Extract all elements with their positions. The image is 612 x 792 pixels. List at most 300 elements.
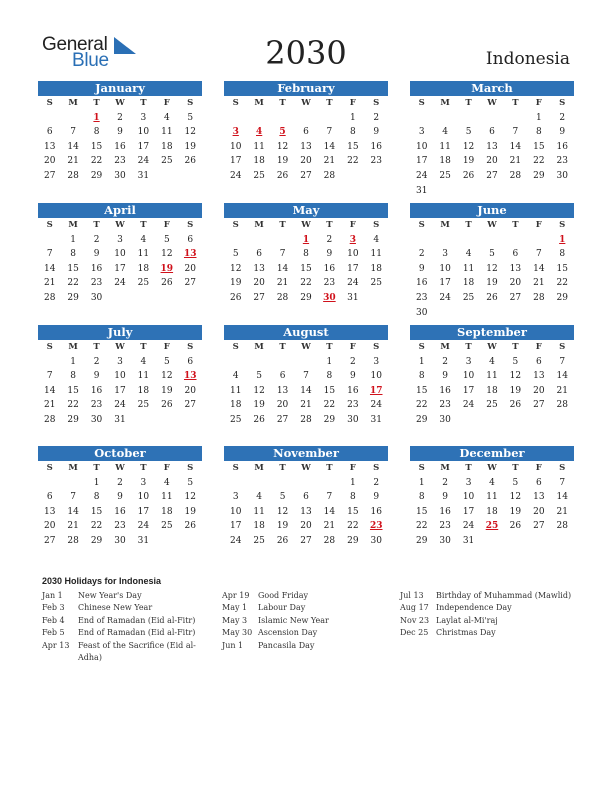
weekday-label: S bbox=[373, 98, 380, 108]
day-cell: 15 bbox=[90, 141, 103, 152]
holiday-item bbox=[222, 590, 390, 602]
day-cell: 11 bbox=[161, 127, 173, 138]
day-cell: 22 bbox=[67, 278, 79, 289]
empty-day-cell bbox=[527, 233, 550, 248]
day-cell: 16 bbox=[114, 506, 126, 517]
weekday-label: T bbox=[140, 98, 147, 108]
day-cell: 29 bbox=[67, 414, 79, 425]
day-cell: 5 bbox=[163, 356, 170, 367]
day-cell: 17 bbox=[229, 521, 242, 532]
day-cell: 30 bbox=[415, 307, 428, 318]
empty-day-cell bbox=[38, 355, 61, 370]
empty-day-cell bbox=[551, 534, 574, 549]
weekday-label: S bbox=[559, 220, 566, 230]
day-cell: 21 bbox=[67, 156, 79, 167]
empty-day-cell bbox=[179, 291, 202, 306]
day-cell: 10 bbox=[114, 371, 126, 382]
day-cell: 24 bbox=[229, 170, 242, 181]
month-header: May bbox=[224, 203, 388, 218]
holiday-day-cell: 1 bbox=[93, 112, 100, 123]
weekday-label: T bbox=[512, 220, 519, 230]
holiday-item bbox=[42, 590, 204, 602]
day-cell: 3 bbox=[117, 356, 123, 367]
day-cell: 6 bbox=[303, 492, 309, 503]
day-cell: 24 bbox=[229, 535, 242, 546]
weekday-label: M bbox=[440, 463, 450, 473]
day-cell: 20 bbox=[486, 156, 498, 167]
day-cell: 9 bbox=[326, 249, 333, 260]
holiday-date: Nov 23 bbox=[400, 615, 430, 625]
day-cell: 21 bbox=[276, 278, 289, 289]
holiday-date: May 30 bbox=[222, 628, 253, 638]
empty-day-cell bbox=[480, 534, 503, 549]
holiday-name: New Year's Day bbox=[78, 591, 142, 600]
holiday-date: Jan 1 bbox=[42, 591, 63, 600]
day-cell: 9 bbox=[373, 127, 380, 138]
empty-day-cell bbox=[132, 413, 155, 428]
weekday-label: S bbox=[232, 98, 239, 108]
day-cell: 18 bbox=[486, 506, 498, 517]
day-cell: 25 bbox=[161, 156, 173, 167]
day-cell: 6 bbox=[187, 356, 194, 367]
holiday-name: Pancasila Day bbox=[258, 640, 315, 650]
day-cell: 28 bbox=[43, 292, 56, 303]
day-cell: 22 bbox=[415, 521, 428, 532]
week-row bbox=[224, 369, 388, 384]
empty-day-cell bbox=[155, 169, 178, 184]
day-cell: 17 bbox=[347, 263, 359, 274]
day-cell: 11 bbox=[370, 249, 382, 260]
day-cell: 3 bbox=[418, 127, 425, 138]
empty-day-cell bbox=[294, 355, 317, 370]
empty-day-cell bbox=[318, 476, 341, 491]
weekday-label: S bbox=[46, 98, 53, 108]
day-cell: 16 bbox=[114, 141, 126, 152]
month-header: August bbox=[224, 325, 388, 340]
day-cell: 5 bbox=[187, 112, 194, 123]
day-cell: 17 bbox=[114, 385, 126, 396]
day-cell: 24 bbox=[370, 400, 382, 411]
weekday-label: F bbox=[163, 463, 170, 473]
day-cell: 1 bbox=[349, 112, 356, 123]
week-row bbox=[224, 154, 388, 169]
day-cell: 18 bbox=[229, 400, 242, 411]
day-cell: 18 bbox=[462, 278, 475, 289]
week-row bbox=[410, 369, 574, 384]
empty-day-cell bbox=[480, 184, 503, 199]
day-cell: 14 bbox=[67, 141, 79, 152]
day-cell: 13 bbox=[300, 506, 312, 517]
week-row bbox=[38, 169, 202, 184]
empty-day-cell bbox=[271, 355, 294, 370]
holiday-item bbox=[400, 590, 578, 602]
day-cell: 13 bbox=[276, 385, 289, 396]
day-cell: 23 bbox=[114, 521, 126, 532]
empty-day-cell bbox=[527, 534, 550, 549]
empty-day-cell bbox=[38, 476, 61, 491]
day-cell: 9 bbox=[117, 127, 123, 138]
empty-day-cell bbox=[294, 476, 317, 491]
empty-day-cell bbox=[410, 233, 433, 248]
day-cell: 17 bbox=[462, 506, 475, 517]
day-cell: 27 bbox=[43, 535, 56, 546]
weekday-label: F bbox=[535, 463, 542, 473]
holiday-day-cell: 17 bbox=[369, 385, 383, 396]
day-cell: 7 bbox=[46, 371, 53, 382]
week-row bbox=[38, 369, 202, 384]
weekday-label: S bbox=[187, 463, 194, 473]
day-cell: 30 bbox=[347, 414, 359, 425]
day-cell: 29 bbox=[347, 535, 359, 546]
day-cell: 13 bbox=[509, 263, 522, 274]
day-cell: 31 bbox=[462, 535, 475, 546]
day-cell: 9 bbox=[418, 263, 425, 274]
day-cell: 6 bbox=[256, 249, 262, 260]
empty-day-cell bbox=[179, 169, 202, 184]
day-cell: 24 bbox=[415, 170, 428, 181]
day-cell: 24 bbox=[114, 400, 126, 411]
day-cell: 6 bbox=[535, 477, 542, 488]
day-cell: 5 bbox=[256, 371, 262, 382]
month-june bbox=[410, 203, 574, 320]
day-cell: 28 bbox=[276, 292, 289, 303]
day-cell: 10 bbox=[229, 141, 242, 152]
day-cell: 21 bbox=[509, 156, 522, 167]
weekday-label: T bbox=[326, 98, 333, 108]
empty-day-cell bbox=[433, 233, 456, 248]
day-cell: 3 bbox=[140, 477, 147, 488]
weekday-label: T bbox=[326, 463, 333, 473]
day-cell: 9 bbox=[117, 492, 123, 503]
day-cell: 21 bbox=[556, 506, 568, 517]
weekday-label: T bbox=[93, 463, 100, 473]
day-cell: 4 bbox=[163, 477, 170, 488]
day-cell: 22 bbox=[90, 156, 103, 167]
empty-day-cell bbox=[247, 111, 270, 126]
holiday-date: Dec 25 bbox=[400, 628, 429, 638]
day-cell: 23 bbox=[90, 400, 103, 411]
day-cell: 14 bbox=[43, 263, 56, 274]
day-cell: 19 bbox=[253, 400, 265, 411]
empty-day-cell bbox=[433, 306, 456, 321]
day-cell: 27 bbox=[43, 170, 56, 181]
empty-day-cell bbox=[480, 233, 503, 248]
day-cell: 11 bbox=[439, 141, 451, 152]
weekday-label: T bbox=[93, 220, 100, 230]
day-cell: 7 bbox=[559, 356, 566, 367]
day-cell: 8 bbox=[93, 127, 100, 138]
day-cell: 19 bbox=[184, 506, 196, 517]
weekday-label: T bbox=[465, 463, 472, 473]
day-cell: 17 bbox=[439, 278, 451, 289]
day-cell: 1 bbox=[418, 356, 425, 367]
weekday-label: S bbox=[187, 98, 194, 108]
day-cell: 30 bbox=[439, 414, 451, 425]
month-header: November bbox=[224, 446, 388, 461]
day-cell: 2 bbox=[93, 356, 100, 367]
holiday-date: Jul 13 bbox=[400, 591, 424, 600]
weekday-header-row bbox=[224, 461, 388, 476]
weekday-label: T bbox=[512, 463, 519, 473]
day-cell: 2 bbox=[117, 477, 123, 488]
day-cell: 15 bbox=[300, 263, 312, 274]
holiday-name: Chinese New Year bbox=[78, 603, 153, 613]
day-cell: 26 bbox=[229, 292, 242, 303]
day-cell: 3 bbox=[373, 356, 380, 367]
empty-day-cell bbox=[504, 413, 527, 428]
day-cell: 5 bbox=[232, 249, 239, 260]
weekday-label: M bbox=[254, 342, 264, 352]
day-cell: 23 bbox=[439, 521, 451, 532]
day-cell: 22 bbox=[415, 400, 428, 411]
day-cell: 6 bbox=[187, 234, 194, 245]
week-row bbox=[224, 490, 388, 505]
week-row bbox=[410, 413, 574, 428]
empty-day-cell bbox=[108, 291, 131, 306]
day-cell: 15 bbox=[67, 263, 79, 274]
weekday-label: T bbox=[465, 342, 472, 352]
day-cell: 11 bbox=[462, 263, 475, 274]
day-cell: 23 bbox=[323, 278, 336, 289]
day-cell: 15 bbox=[323, 385, 336, 396]
day-cell: 31 bbox=[137, 535, 150, 546]
country-name: Indonesia bbox=[485, 49, 570, 69]
day-cell: 14 bbox=[276, 263, 289, 274]
week-row bbox=[38, 476, 202, 491]
week-row bbox=[224, 125, 388, 140]
week-row bbox=[410, 184, 574, 199]
holiday-date: May 1 bbox=[222, 603, 248, 613]
day-cell: 29 bbox=[300, 292, 312, 303]
day-cell: 8 bbox=[349, 492, 356, 503]
day-cell: 4 bbox=[256, 492, 262, 503]
weekday-header-row bbox=[410, 340, 574, 355]
day-cell: 14 bbox=[300, 385, 312, 396]
day-cell: 18 bbox=[486, 385, 498, 396]
day-cell: 7 bbox=[70, 492, 76, 503]
empty-day-cell bbox=[504, 184, 527, 199]
day-cell: 13 bbox=[253, 263, 265, 274]
day-cell: 26 bbox=[509, 521, 522, 532]
empty-day-cell bbox=[247, 233, 270, 248]
weekday-label: S bbox=[559, 463, 566, 473]
holiday-item bbox=[42, 640, 204, 665]
day-cell: 30 bbox=[90, 414, 103, 425]
day-cell: 17 bbox=[137, 506, 150, 517]
day-cell: 30 bbox=[439, 535, 451, 546]
day-cell: 22 bbox=[67, 400, 79, 411]
day-cell: 16 bbox=[439, 506, 451, 517]
day-cell: 8 bbox=[559, 249, 566, 260]
holiday-day-cell: 30 bbox=[323, 292, 336, 303]
day-cell: 20 bbox=[533, 506, 545, 517]
day-cell: 15 bbox=[556, 263, 568, 274]
empty-day-cell bbox=[341, 169, 364, 184]
day-cell: 12 bbox=[184, 492, 196, 503]
week-row bbox=[410, 291, 574, 306]
weekday-label: W bbox=[115, 342, 125, 352]
empty-day-cell bbox=[38, 233, 61, 248]
weekday-label: S bbox=[418, 220, 425, 230]
day-cell: 12 bbox=[253, 385, 265, 396]
week-row bbox=[410, 398, 574, 413]
day-cell: 14 bbox=[556, 492, 568, 503]
day-cell: 3 bbox=[442, 249, 448, 260]
weekday-header-row bbox=[38, 461, 202, 476]
weekday-label: T bbox=[93, 342, 100, 352]
week-row bbox=[38, 154, 202, 169]
day-cell: 10 bbox=[229, 506, 242, 517]
empty-day-cell bbox=[527, 306, 550, 321]
empty-day-cell bbox=[365, 169, 388, 184]
holidays-column bbox=[222, 590, 390, 652]
weekday-label: S bbox=[418, 463, 425, 473]
day-cell: 22 bbox=[533, 156, 545, 167]
day-cell: 27 bbox=[276, 414, 289, 425]
weekday-label: M bbox=[440, 342, 450, 352]
day-cell: 12 bbox=[276, 506, 289, 517]
day-cell: 18 bbox=[161, 506, 173, 517]
day-cell: 16 bbox=[90, 263, 103, 274]
weekday-label: W bbox=[115, 98, 125, 108]
day-cell: 2 bbox=[93, 234, 100, 245]
week-row bbox=[38, 534, 202, 549]
week-row bbox=[224, 476, 388, 491]
week-row bbox=[410, 125, 574, 140]
weekday-label: W bbox=[115, 220, 125, 230]
month-october bbox=[38, 446, 202, 549]
day-cell: 2 bbox=[349, 356, 356, 367]
month-march bbox=[410, 81, 574, 198]
day-cell: 17 bbox=[229, 156, 242, 167]
weekday-header-row bbox=[224, 96, 388, 111]
month-header: January bbox=[38, 81, 202, 96]
week-row bbox=[410, 169, 574, 184]
page-title-year: 2030 bbox=[265, 34, 347, 72]
day-cell: 1 bbox=[418, 477, 425, 488]
day-cell: 11 bbox=[486, 492, 498, 503]
day-cell: 28 bbox=[533, 292, 545, 303]
day-cell: 10 bbox=[347, 249, 359, 260]
day-cell: 23 bbox=[415, 292, 428, 303]
weekday-label: M bbox=[440, 98, 450, 108]
day-cell: 20 bbox=[43, 156, 56, 167]
empty-day-cell bbox=[247, 355, 270, 370]
week-row bbox=[38, 291, 202, 306]
day-cell: 18 bbox=[370, 263, 382, 274]
week-row bbox=[410, 490, 574, 505]
day-cell: 4 bbox=[140, 234, 147, 245]
day-cell: 23 bbox=[370, 156, 382, 167]
day-cell: 20 bbox=[300, 521, 312, 532]
day-cell: 12 bbox=[486, 263, 498, 274]
empty-day-cell bbox=[410, 111, 433, 126]
day-cell: 26 bbox=[509, 400, 522, 411]
empty-day-cell bbox=[504, 111, 527, 126]
day-cell: 24 bbox=[114, 278, 126, 289]
week-row bbox=[224, 398, 388, 413]
week-row bbox=[410, 384, 574, 399]
day-cell: 18 bbox=[253, 521, 265, 532]
day-cell: 9 bbox=[93, 249, 100, 260]
day-cell: 15 bbox=[90, 506, 103, 517]
day-cell: 23 bbox=[347, 400, 359, 411]
empty-day-cell bbox=[38, 111, 61, 126]
holiday-item bbox=[400, 602, 578, 614]
holidays-title: 2030 Holidays for Indonesia bbox=[42, 576, 162, 586]
day-cell: 15 bbox=[347, 141, 359, 152]
weekday-label: S bbox=[559, 342, 566, 352]
day-cell: 22 bbox=[300, 278, 312, 289]
day-cell: 16 bbox=[323, 263, 336, 274]
empty-day-cell bbox=[61, 476, 84, 491]
day-cell: 19 bbox=[184, 141, 196, 152]
empty-day-cell bbox=[551, 413, 574, 428]
holiday-item bbox=[42, 615, 204, 627]
empty-day-cell bbox=[132, 291, 155, 306]
holiday-date: Apr 13 bbox=[42, 640, 70, 650]
day-cell: 5 bbox=[512, 477, 519, 488]
day-cell: 11 bbox=[253, 141, 265, 152]
holiday-day-cell: 5 bbox=[279, 127, 286, 138]
week-row bbox=[410, 476, 574, 491]
day-cell: 16 bbox=[556, 141, 568, 152]
day-cell: 5 bbox=[279, 492, 286, 503]
day-cell: 27 bbox=[300, 535, 312, 546]
day-cell: 22 bbox=[556, 278, 568, 289]
holiday-name: Feast of the Sacrifice (Eid al-Adha) bbox=[78, 640, 196, 663]
weekday-label: S bbox=[232, 342, 239, 352]
day-cell: 27 bbox=[486, 170, 498, 181]
week-row bbox=[224, 505, 388, 520]
day-cell: 19 bbox=[486, 278, 498, 289]
day-cell: 7 bbox=[559, 477, 566, 488]
holiday-day-cell: 4 bbox=[256, 127, 263, 138]
day-cell: 28 bbox=[556, 521, 568, 532]
day-cell: 17 bbox=[137, 141, 150, 152]
weekday-label: T bbox=[140, 463, 147, 473]
month-header: July bbox=[38, 325, 202, 340]
empty-day-cell bbox=[365, 291, 388, 306]
day-cell: 24 bbox=[462, 521, 475, 532]
week-row bbox=[410, 519, 574, 534]
week-row bbox=[224, 291, 388, 306]
week-row bbox=[224, 519, 388, 534]
week-row bbox=[224, 276, 388, 291]
day-cell: 6 bbox=[535, 356, 542, 367]
holiday-day-cell: 19 bbox=[160, 263, 174, 274]
day-cell: 6 bbox=[489, 127, 495, 138]
day-cell: 18 bbox=[439, 156, 451, 167]
day-cell: 29 bbox=[415, 414, 428, 425]
weekday-label: S bbox=[418, 98, 425, 108]
weekday-label: T bbox=[512, 98, 519, 108]
weekday-label: S bbox=[559, 98, 566, 108]
day-cell: 8 bbox=[349, 127, 356, 138]
day-cell: 26 bbox=[161, 400, 173, 411]
empty-day-cell bbox=[527, 413, 550, 428]
day-cell: 20 bbox=[533, 385, 545, 396]
weekday-label: T bbox=[140, 220, 147, 230]
day-cell: 26 bbox=[486, 292, 498, 303]
day-cell: 6 bbox=[46, 127, 53, 138]
day-cell: 29 bbox=[90, 535, 103, 546]
holiday-name: End of Ramadan (Eid al-Fitr) bbox=[78, 615, 196, 625]
empty-day-cell bbox=[457, 111, 480, 126]
day-cell: 25 bbox=[439, 170, 451, 181]
weekday-label: F bbox=[349, 98, 356, 108]
weekday-label: M bbox=[254, 220, 264, 230]
